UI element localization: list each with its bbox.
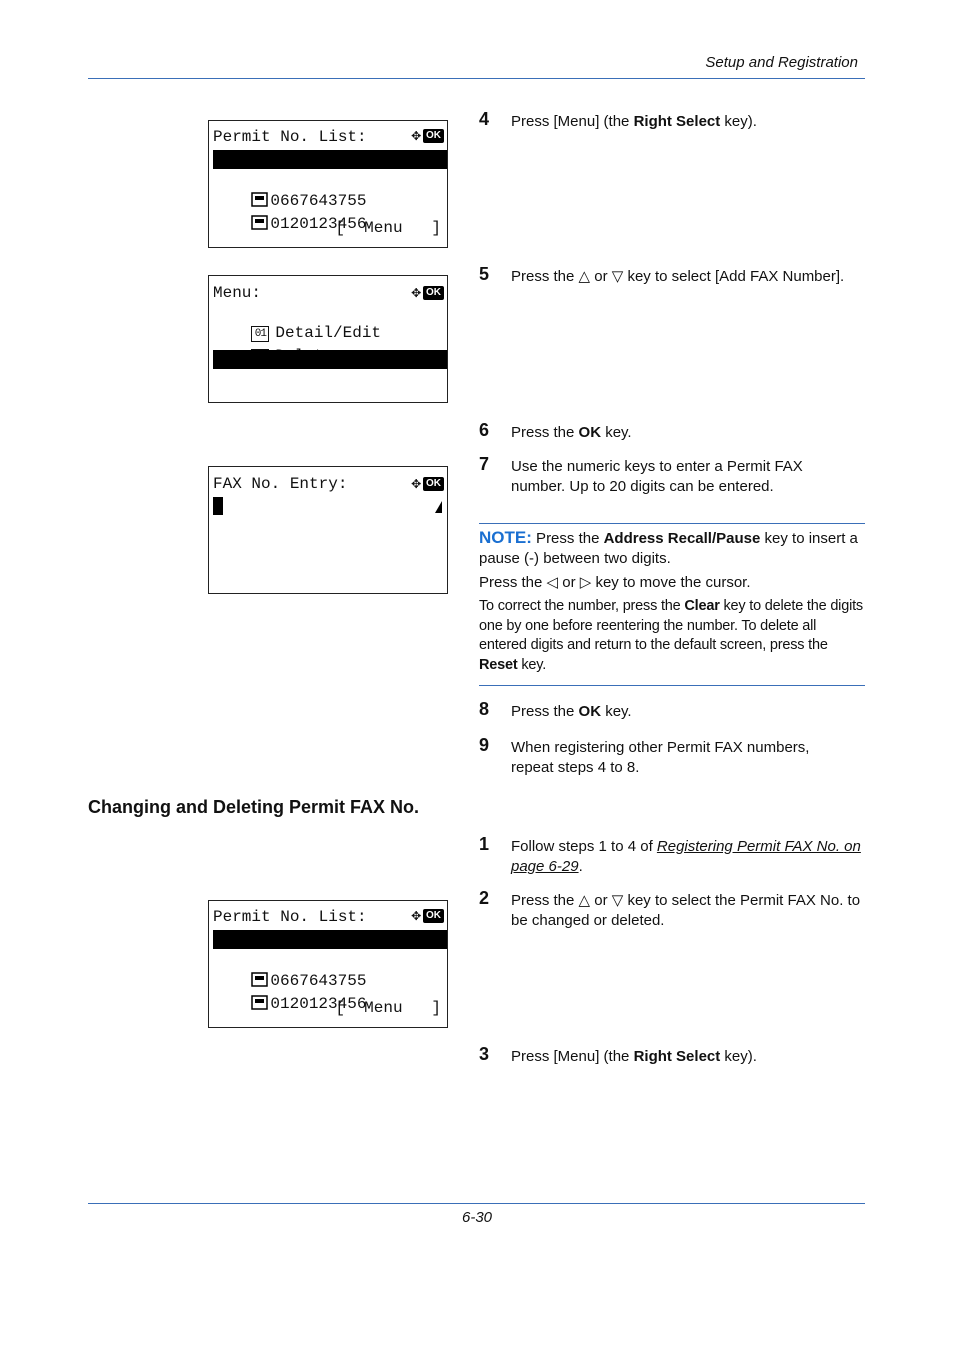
lcd-title: Menu: bbox=[213, 284, 262, 302]
menu-item-detail-edit: 01 Detail/Edit bbox=[213, 305, 447, 324]
ok-icon: OK bbox=[423, 909, 444, 923]
lcd-permit-list-2 bbox=[208, 900, 448, 1028]
lcd-nav-indicator bbox=[411, 908, 444, 924]
lcd-nav-indicator bbox=[411, 285, 444, 301]
softkey-menu: [ Menu ] bbox=[335, 219, 441, 237]
lcd-title: Permit No. List: bbox=[213, 908, 367, 926]
note-box: NOTE: Press the Address Recall/Pause key to insert a pause (-) between two digits. Press the ◁ or ▷ key to move the cursor. To correct the number, press the Clear key to delete the digits one by one before reentering the number. To delete all entered digits and return to the default screen, press the Reset key. bbox=[479, 523, 865, 686]
note-cursor-tip: Press the ◁ or ▷ key to move the cursor. bbox=[479, 574, 751, 591]
lcd-title: Permit No. List: bbox=[213, 128, 367, 146]
lcd-row: 0667643755 bbox=[213, 953, 447, 972]
cross-reference-link[interactable]: Registering Permit FAX No. on page 6-29 bbox=[511, 838, 861, 875]
input-mode-icon bbox=[435, 501, 442, 513]
ok-icon: OK bbox=[423, 129, 444, 143]
step-4: 4 Press [Menu] (the Right Select key). bbox=[479, 109, 757, 130]
ok-icon: OK bbox=[423, 477, 444, 491]
ok-icon: OK bbox=[423, 286, 444, 300]
lcd-row-selected: 0667640001 bbox=[213, 150, 447, 169]
step-8: 8 Press the OK key. bbox=[479, 699, 632, 720]
lcd-nav-indicator bbox=[411, 128, 444, 144]
dpad-icon: ✥ bbox=[411, 284, 421, 302]
lcd-fax-entry bbox=[208, 466, 448, 594]
step-9: 9 When registering other Permit FAX numbers, repeat steps 4 to 8. bbox=[479, 735, 810, 776]
step-b-2: 2 Press the △ or ▽ key to select the Permit FAX No. to be changed or deleted. bbox=[479, 888, 861, 929]
section-heading: Changing and Deleting Permit FAX No. bbox=[88, 797, 420, 817]
step-b-3: 3 Press [Menu] (the Right Select key). bbox=[479, 1044, 757, 1065]
softkey-menu: [ Menu ] bbox=[335, 999, 441, 1017]
dpad-icon: ✥ bbox=[411, 475, 421, 493]
lcd-row-selected: 0667640001 bbox=[213, 930, 447, 949]
fax-icon bbox=[251, 995, 268, 1010]
lcd-nav-indicator bbox=[411, 476, 444, 492]
header-rule bbox=[88, 78, 865, 79]
lcd-row: 0667643755 bbox=[213, 173, 447, 192]
lcd-menu bbox=[208, 275, 448, 403]
dpad-icon: ✥ bbox=[411, 907, 421, 925]
step-6: 6 Press the OK key. bbox=[479, 420, 632, 441]
running-header: Setup and Registration bbox=[705, 54, 858, 71]
fax-icon bbox=[251, 215, 268, 230]
menu-item-add-fax-number: 03 Add FAX Number bbox=[213, 350, 447, 369]
note-label: NOTE: bbox=[479, 528, 532, 547]
step-7: 7 Use the numeric keys to enter a Permit FAX number. Up to 20 digits can be entered. bbox=[479, 454, 803, 495]
step-5: 5 Press the △ or ▽ key to select [Add FAX Number]. bbox=[479, 264, 845, 285]
note-correct-tip: To correct the number, press the Clear key to delete the digits one by one before reentering the number. To delete all entered digits and return to the default screen, press the Reset key. bbox=[479, 598, 863, 673]
lcd-row: 0120123456 bbox=[213, 976, 447, 995]
footer-rule bbox=[88, 1203, 865, 1204]
lcd-permit-list-1 bbox=[208, 120, 448, 248]
menu-item-delete bbox=[213, 328, 447, 347]
text-cursor bbox=[213, 497, 223, 515]
step-b-1: 1 Follow steps 1 to 4 of Registering Permit FAX No. on page 6-29. bbox=[479, 834, 861, 875]
lcd-row: 0120123456 bbox=[213, 196, 447, 215]
lcd-title: FAX No. Entry: bbox=[213, 475, 348, 493]
dpad-icon: ✥ bbox=[411, 127, 421, 145]
page-number: 6-30 bbox=[461, 1209, 493, 1226]
